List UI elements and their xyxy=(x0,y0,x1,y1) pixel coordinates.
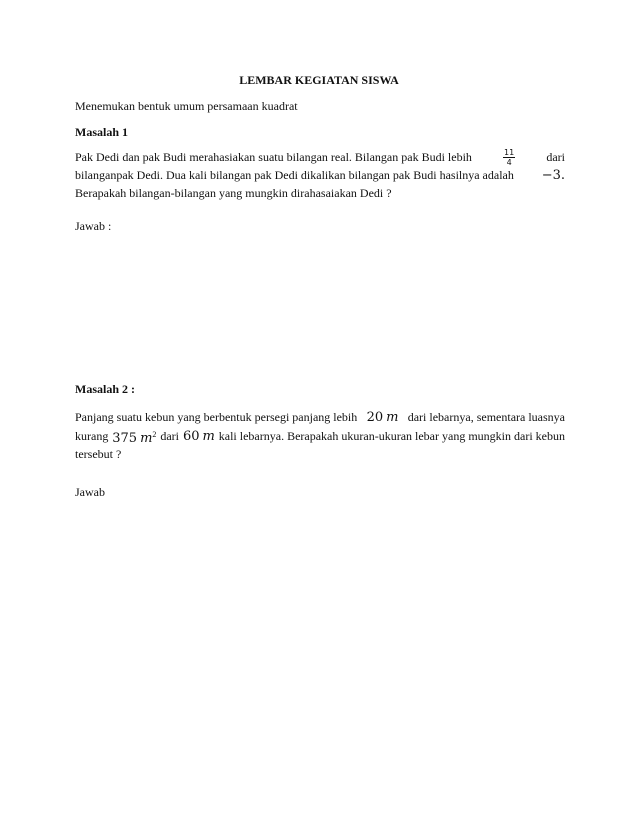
page-title: LEMBAR KEGIATAN SISWA xyxy=(239,73,399,87)
problem1-heading: Masalah 1 xyxy=(75,125,129,139)
problem1-answer-label: Jawab : xyxy=(75,219,112,233)
problem1-line3: Berapakah bilangan-bilangan yang mungkin dirahasaiakan Dedi ? xyxy=(75,186,392,200)
problem1-line1-end: dari xyxy=(546,149,565,164)
problem2-times-value xyxy=(183,428,215,445)
value-60: 60 xyxy=(182,429,200,444)
fraction-numerator: 11 xyxy=(504,147,515,157)
problem1-line1-text: Pak Dedi dan pak Budi merahasiakan suatu bilangan real. Bilangan pak Budi lebih xyxy=(75,149,472,164)
problem2-line1-a: Panjang suatu kebun yang berbentuk persegi panjang lebih xyxy=(75,410,358,424)
unit-m2-exponent: 2 xyxy=(152,430,157,439)
problem1-line2-text: bilanganpak Dedi. Dua kali bilangan pak Dedi dikalikan bilangan pak Budi hasilnya adalah xyxy=(75,168,514,182)
problem1-line1 xyxy=(75,147,565,167)
problem2-statement xyxy=(75,408,565,464)
problem1-statement xyxy=(75,147,565,202)
unit-m: m xyxy=(386,410,399,425)
value-375: 375 xyxy=(112,431,138,446)
problem2-length-diff xyxy=(367,409,399,426)
problem2-area-diff xyxy=(112,426,156,447)
problem1-line2 xyxy=(75,167,565,185)
page-subtitle: Menemukan bentuk umum persamaan kuadrat xyxy=(75,99,298,113)
unit-m-2: m xyxy=(202,429,215,444)
problem2-line2-b: dari xyxy=(160,429,180,443)
problem2-line1-b: dari lebarnya, sementara luasnya xyxy=(407,410,565,424)
problem1-fraction xyxy=(503,148,515,167)
problem1-line2-value: −3. xyxy=(541,168,565,183)
problem2-line2 xyxy=(75,427,565,446)
fraction-denominator: 4 xyxy=(506,157,512,167)
problem2-line2-c: kali lebarnya. Berapakah ukuran-ukuran lebar yang mungkin dari kebun xyxy=(218,429,565,443)
unit-m2: m xyxy=(140,431,153,446)
value-20: 20 xyxy=(366,410,384,425)
problem2-line2-a: kurang xyxy=(75,429,109,443)
problem2-line3: tersebut ? xyxy=(75,447,122,461)
problem2-line1 xyxy=(75,408,565,427)
problem2-heading: Masalah 2 : xyxy=(75,382,135,396)
problem2-answer-label: Jawab xyxy=(75,485,105,499)
